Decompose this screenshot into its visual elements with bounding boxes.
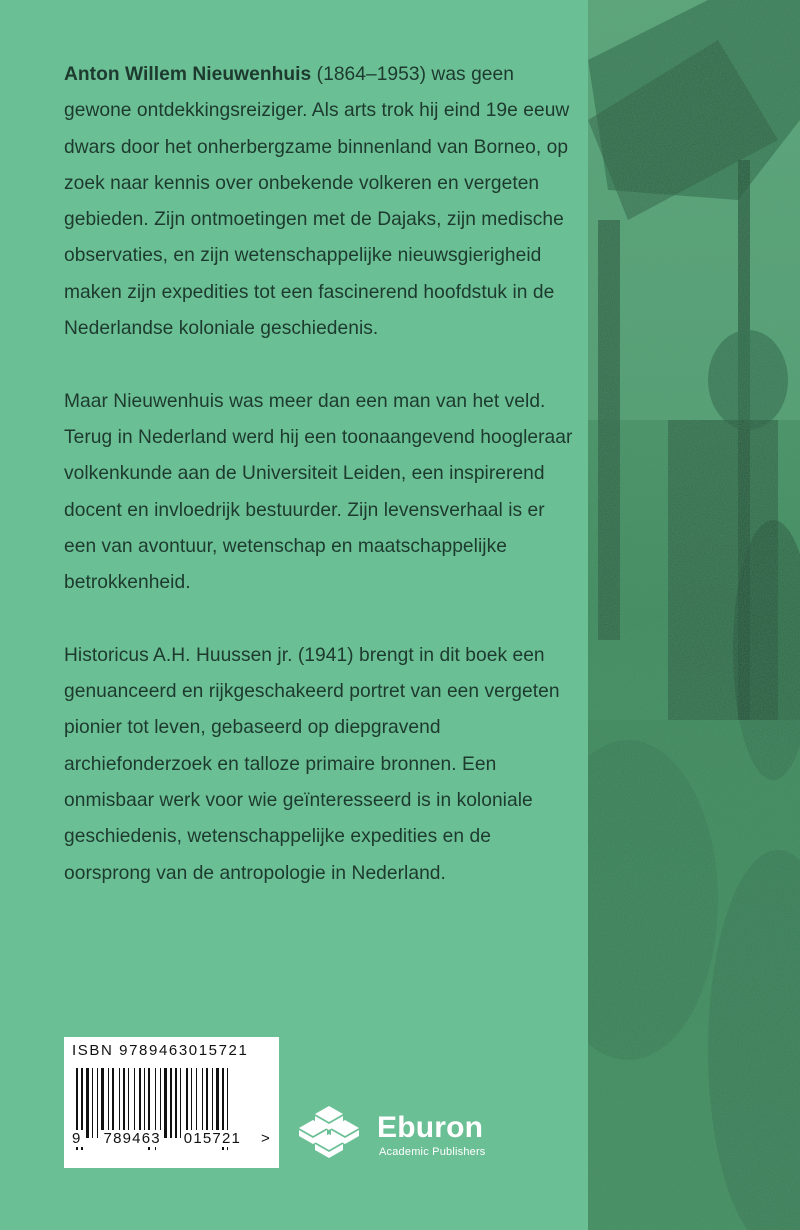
barcode-digit-lead: 9 [72, 1130, 82, 1147]
publisher-logo [295, 1100, 515, 1170]
cover-photo-strip [588, 0, 800, 1230]
blurb-paragraph-1 [64, 57, 574, 347]
isbn-label: ISBN 9789463015721 [72, 1042, 249, 1059]
blurb-paragraph-2: Maar Nieuwenhuis was meer dan een man van het veld. Terug in Nederland werd hij een toonaangevend hoogleraar volkenkunde aan de Universiteit Leiden, een inspirerend docent en invloedrijk bestuurder. Zijn levensverhaal is er een van avontuur, wetenschap en maatschappelijke betrokkenheid. [64, 390, 573, 594]
barcode-digits-left: 789463 [101, 1130, 164, 1147]
barcode-digits [72, 1130, 271, 1147]
publisher-name: Eburon [377, 1111, 484, 1144]
publisher-subtitle: Academic Publishers [379, 1146, 486, 1158]
blurb-paragraph-1-text: (1864–1953) was geen gewone ontdekkingsreiziger. Als arts trok hij eind 19e eeuw dwars door het onherbergzame binnenland van Borneo, op zoek naar kennis over onbekende volkeren en vergeten gebieden. Zijn ontmoetingen met de Dajaks, zijn medische observaties, en zijn wetenschappelijke nieuwsgierigheid maken zijn expedities tot een fascinerend hoofdstuk in de Nederlandse koloniale geschiedenis. [64, 64, 570, 340]
isbn-barcode [64, 1037, 279, 1168]
eburon-blocks-icon [295, 1102, 371, 1168]
barcode-quiet-marker: > [261, 1130, 271, 1147]
expedition-photo [588, 0, 800, 1230]
blurb [64, 57, 574, 928]
barcode-digits-right: 015721 [181, 1130, 244, 1147]
blurb-paragraph-3: Historicus A.H. Huussen jr. (1941) brengt in dit boek een genuanceerd en rijkgeschakeerd portret van een vergeten pionier tot leven, gebaseerd op diepgravend archiefonderzoek en talloze primaire bronnen. Een onmisbaar werk voor wie geïnteresseerd is in koloniale geschiedenis, wetenschappelijke expedities en de oorsprong van de antropologie in Nederland. [64, 644, 560, 884]
author-name: Anton Willem Nieuwenhuis [64, 64, 312, 85]
